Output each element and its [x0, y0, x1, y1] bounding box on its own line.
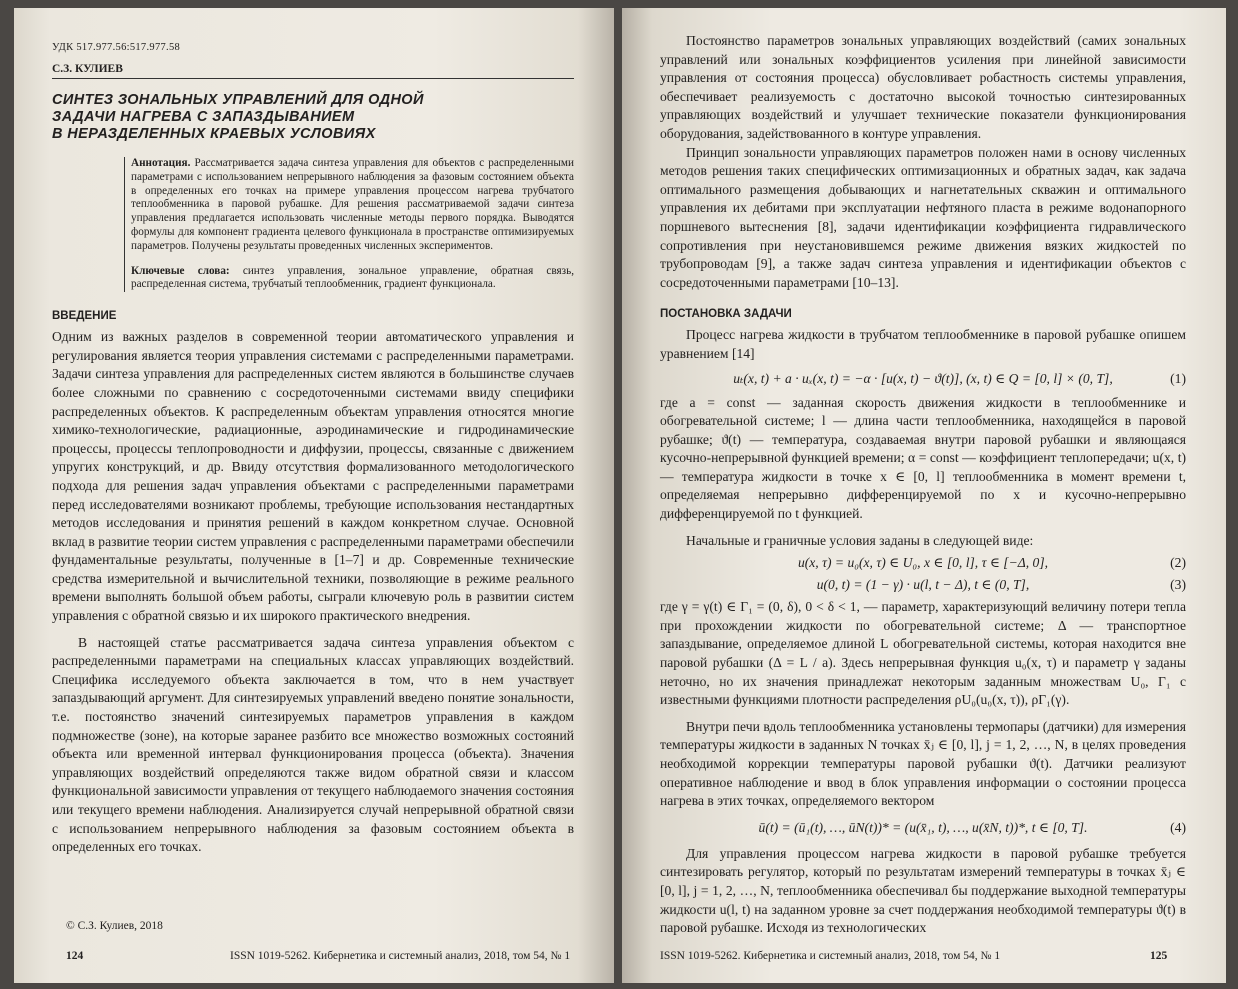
abstract-text: Рассматривается задача синтеза управления для объектов с распределенными параметрами с использованием непрерывного наблюдения за фазовым состоянием объекта в определенных его точках на примере управления процессом нагрева трубчатого теплообменника в паровой рубашке. Для решения рассматриваемой задачи синтеза управления предлагается использовать численные методы первого порядка. Выводятся формулы для компонент градиента целевого функционала в пространстве оптимизируемых параметров. Получены результаты проведенных численных экспериментов. [131, 157, 574, 252]
equation-1 [660, 368, 1186, 390]
author-name: С.З. КУЛИЕВ [52, 63, 574, 79]
section-heading-problem: ПОСТАНОВКА ЗАДАЧИ [660, 308, 792, 321]
equation-3 [660, 574, 1186, 596]
body-paragraph-7: Внутри печи вдоль теплообменника установлены термопары (датчики) для измерения температуры жидкости в заданных N точках x̄ⱼ ∈ [0, l], j = 1, 2, …, N, в целях проведения необходимой коррекции температуры паровой рубашки ϑ(t). Датчики реализуют оперативное наблюдение и ввод в блок управления информации о состоянии процесса нагрева в этих точках, определяемого вектором [660, 718, 1186, 809]
body-paragraph-2: Принцип зональности управляющих параметров положен нами в основу численных методов решения таких специфических оптимизационных и обратных задач, как задача оптимального размещения добывающих и нагнетательных скважин и оптимального управления их дебитами при эксплуатации нефтяного пласта в режиме водонапорного поршневого вытеснения [8], задачи идентификации коэффициента гидравлического сопротивления при неустановившемся режиме движения вязких жидкостей по трубопроводам [9], а также задач синтеза управления и идентификации объектов с сосредоточенными параметрами [10–13]. [660, 144, 1186, 290]
equation-2-number: (2) [1170, 555, 1186, 571]
journal-footer-left: ISSN 1019-5262. Кибернетика и системный анализ, 2018, том 54, № 1 [230, 950, 571, 962]
equation-1-body: uₜ(x, t) + a · uₓ(x, t) = −α · [u(x, t) − ϑ(t)], (x, t) ∈ Q = [0, l] × (0, T], [733, 370, 1113, 386]
right-page [622, 8, 1226, 983]
abstract-label: Аннотация. [131, 157, 191, 169]
equation-3-body: u(0, t) = (1 − γ) · u(l, t − Δ), t ∈ (0, T], [816, 577, 1030, 593]
intro-paragraph-2: В настоящей статье рассматривается задача синтеза управления объектом с распределенными параметрами на специальных классах управляющих воздействий. Специфика исследуемого объекта заключается в том, что в нем участвует запаздывающий аргумент. Для синтезируемых управлений введено понятие зональности, т.е. постоянство значений синтезируемых параметров управления в каждом подмножестве (зоне), на которые заранее разбито все множество возможных состояний объекта или временной интервал функционирования процесса (объекта). Значения управляющих воздействий определяются также видом обратной связи и классом функциональной зависимости управления от текущего наблюдаемого значения состояния или текущего времени наблюдения. Анализируется случай непрерывной обратной связи с использованием непрерывного наблюдения за фазовым состоянием объекта в определенных его точках. [52, 634, 574, 855]
left-page [14, 8, 614, 983]
title-line-1: СИНТЕЗ ЗОНАЛЬНЫХ УПРАВЛЕНИЙ ДЛЯ ОДНОЙ [52, 92, 424, 108]
copyright-notice: © С.З. Кулиев, 2018 [66, 920, 163, 932]
body-paragraph-6: где γ = γ(t) ∈ Γ₁ = (0, δ), 0 < δ < 1, — параметр, характеризующий величину потери тепла при прохождении жидкости по обогревательной системе; Δ — транспортное запаздывание, определяемое длиной L обогревательной системы, которая находится вне паровой рубашки (Δ = L / a). Здесь непрерывная функция u₀(x, τ) и параметр γ заданы неточно, но их значения принадлежат некоторым заданным множествам U₀, Γ₁ с известными функциями плотности распределения ρU₀(u₀(x, τ)), ρΓ₁(γ). [660, 599, 1186, 708]
keywords-text: синтез управления, зональное управление, обратная связь, распределенная система, трубчатый теплообменник, градиент функционала. [131, 264, 574, 291]
title-line-2: ЗАДАЧИ НАГРЕВА С ЗАПАЗДЫВАНИЕМ [52, 109, 355, 125]
intro-paragraph-1: Одним из важных разделов в современной теории автоматического управления и регулирования является теория управления системами с распределенными параметрами. Задачи синтеза управления для распределенных систем являются в большинстве случаев более сложными по сравнению с сосредоточенными системами ввиду специфики распределенных объектов. К распределенным объектам управления относятся многие химико-технологические, радиационные, аэродинамические и гидродинамические процессы, процессы теплопроводности и диффузии, процессы, связанные с движением упругих конструкций, и др. Ввиду отсутствия формализованного методологического подхода для решения задач управления объектами с распределенными параметрами перед исследователями возникают проблемы, требующие использования нестандартных методов исследования и принятия решений в каждом конкретном случае. Основной вклад в развитие теории систем управления с распределенными параметрами обеспечили фундаментальные результаты, полученные в [1–7] и др. Современные технические средства измерительной и вычислительной техники, позволяющие в режиме реального времени выполнять большой объем работы, сыграли ключевую роль в развитии систем управления с обратной связью и их широкого практического внедрения. [52, 329, 574, 624]
journal-footer-right: ISSN 1019-5262. Кибернетика и системный анализ, 2018, том 54, № 1 [660, 950, 1001, 962]
title-line-3: В НЕРАЗДЕЛЕННЫХ КРАЕВЫХ УСЛОВИЯХ [52, 126, 376, 142]
body-paragraph-3: Процесс нагрева жидкости в трубчатом теплообменнике в паровой рубашке опишем уравнением [14] [660, 327, 1186, 361]
keywords-label: Ключевые слова: [131, 264, 230, 277]
equation-4-number: (4) [1170, 819, 1186, 835]
keywords [131, 265, 574, 293]
equation-2 [660, 552, 1186, 574]
page-number-left: 124 [66, 950, 84, 962]
equation-3-number: (3) [1170, 577, 1186, 593]
body-paragraph-1: Постоянство параметров зональных управляющих воздействий (самих зональных управлений или зональных коэффициентов усиления при линейной зависимости управления от состояния процесса) обусловливает робастность системы управления, обеспечивает реализуемость с достаточно высокой точностью синтезированных управляющих воздействий и улучшает технические показатели функционирования оборудования, задействованного в контуре управления. [660, 33, 1186, 141]
page-number-right: 125 [1150, 950, 1168, 962]
udc-code: УДК 517.977.56:517.977.58 [52, 42, 181, 53]
section-heading-intro: ВВЕДЕНИЕ [52, 310, 117, 323]
body-paragraph-4: где a = const — заданная скорость движения жидкости в теплообменнике и обогревательной системе; l — длина части теплообменника, находящейся в паровой рубашке; ϑ(t) — температура, создаваемая внутри паровой рубашки и являющаяся кусочно-непрерывной функцией времени; α = const — коэффициент теплопередачи; u(x, t) — температура жидкости в точке x ∈ [0, l] теплообменника в момент времени t, определяемая непрерывно дифференцируемой по x и кусочно-непрерывно дифференцируемой по t функцией. [660, 394, 1186, 522]
equation-4 [660, 817, 1186, 839]
equation-1-number: (1) [1170, 370, 1186, 386]
abstract-block [124, 157, 574, 292]
equation-2-body: u(x, τ) = u₀(x, τ) ∈ U₀, x ∈ [0, l], τ ∈ [−Δ, 0], [797, 555, 1049, 571]
body-paragraph-5: Начальные и граничные условия заданы в следующей виде: [686, 532, 1034, 548]
body-paragraph-8: Для управления процессом нагрева жидкости в паровой рубашке требуется синтезировать регулятор, который по результатам измерений температуры в точках x̄ⱼ ∈ [0, l], j = 1, 2, …, N, теплообменника обеспечивал бы поддержание выходной температуры жидкости u(l, t) на заданном уровне за счет поддержания необходимой температуры ϑ(t) в паровой рубашке. Исходя из технологических [660, 845, 1186, 936]
article-title [52, 92, 574, 143]
abstract [131, 157, 574, 254]
equation-4-body: ū(t) = (ū₁(t), …, ūN(t))* = (u(x̄₁, t), …, u(x̄N, t))*, t ∈ [0, T]. [758, 819, 1088, 835]
